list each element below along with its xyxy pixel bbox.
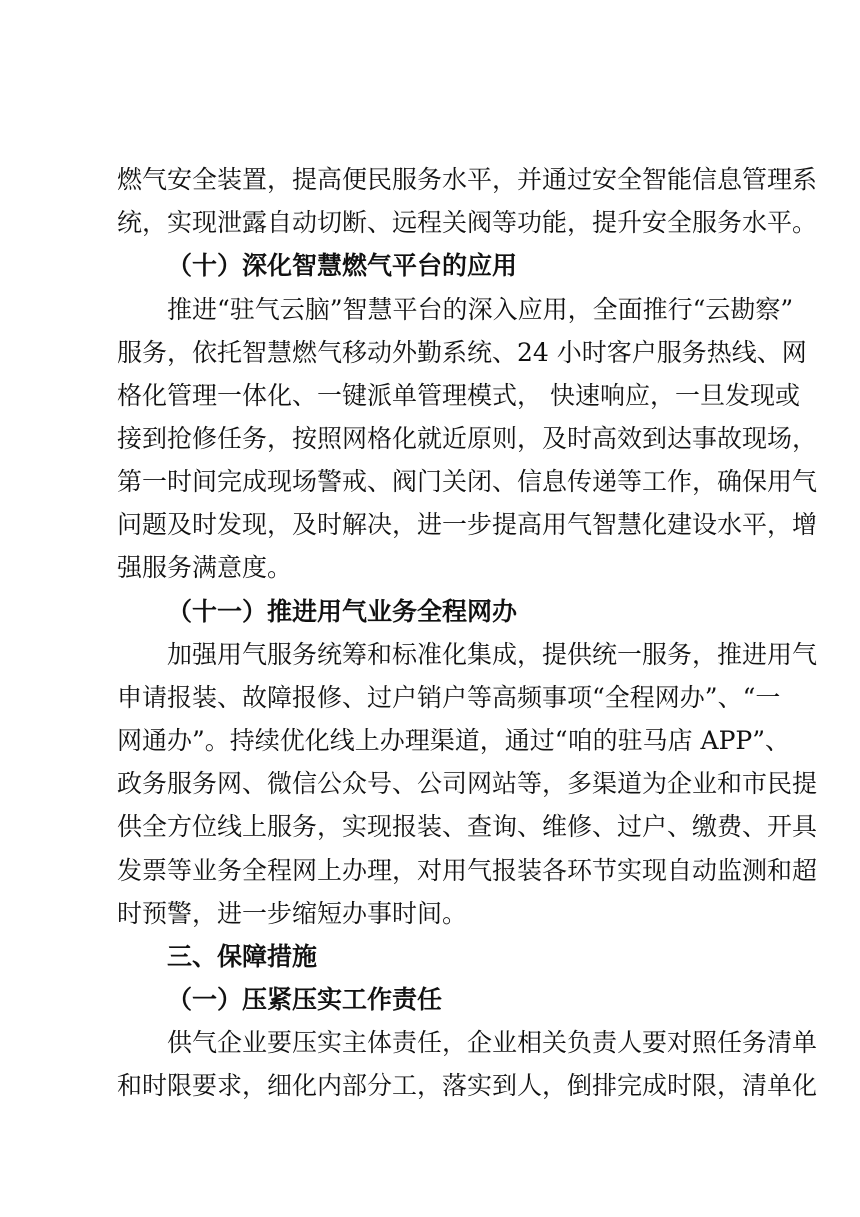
paragraph-line: 供全方位线上服务，实现报装、查询、维修、过户、缴费、开具 <box>117 812 818 841</box>
paragraph-line: 发票等业务全程网上办理，对用气报装各环节实现自动监测和超 <box>117 856 818 885</box>
paragraph-line: 加强用气服务统筹和标准化集成，提供统一服务，推进用气 <box>167 640 818 669</box>
section-heading: （十）深化智慧燃气平台的应用 <box>167 251 518 280</box>
paragraph-line: 强服务满意度。 <box>117 553 293 582</box>
paragraph-line: 问题及时发现，及时解决，进一步提高用气智慧化建设水平，增 <box>117 510 818 539</box>
paragraph-line: 政务服务网、微信公众号、公司网站等，多渠道为企业和市民提 <box>117 769 818 798</box>
section-heading: （十一）推进用气业务全程网办 <box>167 597 518 626</box>
paragraph-line: 网通办”。持续优化线上办理渠道，通过“咱的驻马店 APP”、 <box>117 726 790 755</box>
section-heading: （一）压紧压实工作责任 <box>167 985 443 1014</box>
paragraph-line: 供气企业要压实主体责任，企业相关负责人要对照任务清单 <box>167 1028 818 1057</box>
paragraph-line: 第一时间完成现场警戒、阀门关闭、信息传递等工作，确保用气 <box>117 467 818 496</box>
paragraph-line: 服务，依托智慧燃气移动外勤系统、24 小时客户服务热线、网 <box>117 338 807 367</box>
paragraph-line: 统，实现泄露自动切断、远程关阀等功能，提升安全服务水平。 <box>117 208 818 237</box>
paragraph-line: 时预警，进一步缩短办事时间。 <box>117 899 468 928</box>
paragraph-line: 格化管理一体化、一键派单管理模式， 快速响应，一旦发现或 <box>117 381 800 410</box>
paragraph-line: 接到抢修任务，按照网格化就近原则，及时高效到达事故现场， <box>117 424 818 453</box>
chapter-heading: 三、保障措施 <box>167 942 318 971</box>
paragraph-line: 申请报装、故障报修、过户销户等高频事项“全程网办”、“一 <box>117 683 781 712</box>
paragraph-line: 燃气安全装置，提高便民服务水平，并通过安全智能信息管理系 <box>117 165 818 194</box>
paragraph-line: 和时限要求，细化内部分工，落实到人，倒排完成时限，清单化 <box>117 1071 818 1100</box>
paragraph-line: 推进“驻气云脑”智慧平台的深入应用，全面推行“云勘察” <box>167 295 794 324</box>
